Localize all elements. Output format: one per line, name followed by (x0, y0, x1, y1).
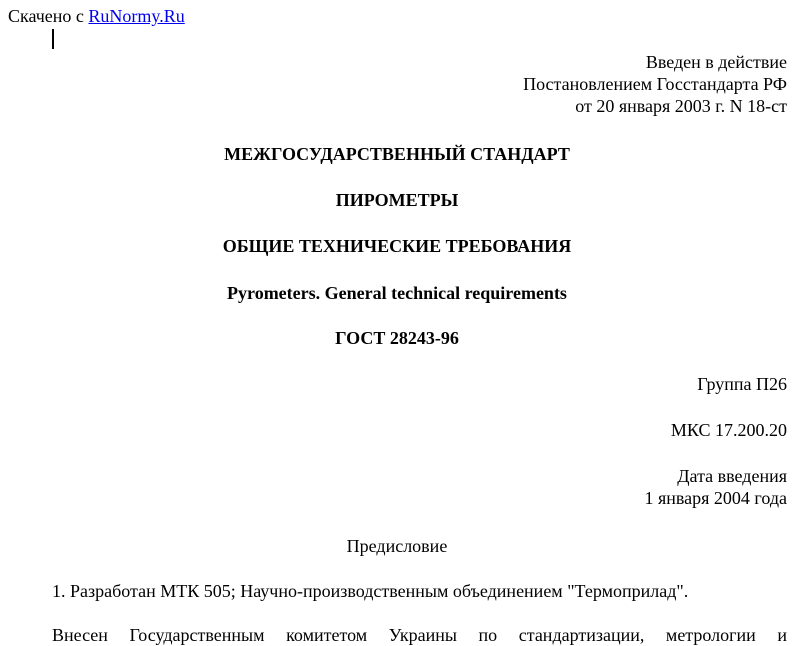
enactment-line-1: Введен в действие (645, 52, 787, 72)
site-link[interactable]: RuNormy.Ru (88, 6, 185, 26)
text-cursor (52, 29, 54, 49)
intro-date-value: 1 января 2004 года (644, 488, 787, 508)
foreword-item-1: 1. Разработан МТК 505; Научно-производственным объединением "Термоприлад". (52, 581, 689, 601)
intro-date-block (644, 465, 787, 509)
download-prefix: Скачено с (8, 6, 84, 26)
group-label: Группа П26 (697, 374, 787, 394)
standard-code: ГОСТ 28243-96 (335, 328, 459, 348)
enactment-line-2: Постановлением Госстандарта РФ (523, 74, 787, 94)
english-title: Pyrometers. General technical requirements (227, 283, 567, 303)
document-title: ПИРОМЕТРЫ (335, 190, 459, 210)
standard-type-heading: МЕЖГОСУДАРСТВЕННЫЙ СТАНДАРТ (224, 144, 570, 164)
download-source-line (8, 5, 185, 27)
enactment-line-3: от 20 января 2003 г. N 18-ст (575, 96, 787, 116)
enactment-block (523, 51, 787, 117)
foreword-item-1-continuation: Внесен Государственным комитетом Украины по стандартизации, метрологии и (52, 625, 787, 645)
intro-date-label: Дата введения (677, 466, 787, 486)
foreword-heading: Предисловие (346, 536, 448, 556)
document-subtitle: ОБЩИЕ ТЕХНИЧЕСКИЕ ТРЕБОВАНИЯ (222, 236, 572, 256)
mks-code: МКС 17.200.20 (670, 420, 787, 440)
